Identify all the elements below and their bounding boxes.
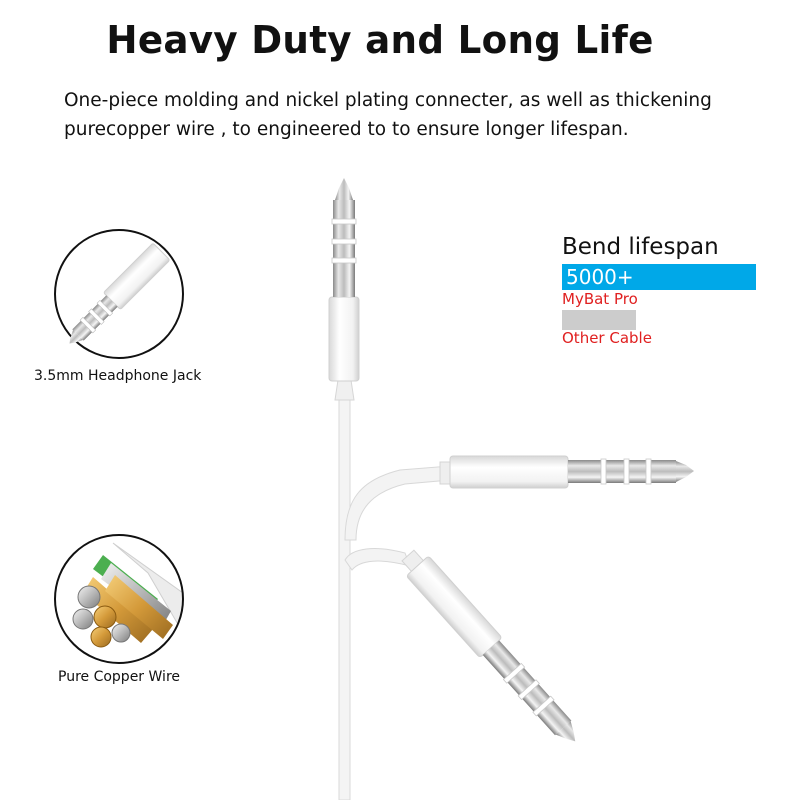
mybat-value-label: 5000+ — [566, 265, 634, 289]
other-cable-bar — [562, 310, 636, 330]
headphone-jack-caption: 3.5mm Headphone Jack — [34, 368, 202, 384]
horizontal-plug — [345, 456, 694, 540]
mybat-bar — [562, 264, 756, 290]
diagonal-plug — [345, 546, 586, 752]
mybat-label: MyBat Pro — [562, 290, 638, 308]
vertical-plug — [329, 178, 359, 800]
headphone-jack-inset — [53, 228, 183, 358]
copper-wire-caption: Pure Copper Wire — [58, 669, 181, 685]
description-text: One-piece molding and nickel plating connecter, as well as thickening purecopper wire , to engineered to to ensure longer lifespan. — [64, 90, 712, 140]
page-title: Heavy Duty and Long Life — [106, 18, 654, 62]
copper-wire-closeup-icon — [53, 533, 185, 665]
copper-wire-inset — [53, 533, 183, 663]
headphone-jack-closeup-icon — [53, 228, 185, 360]
other-cable-label: Other Cable — [562, 329, 652, 347]
bend-lifespan-title: Bend lifespan — [562, 234, 719, 260]
